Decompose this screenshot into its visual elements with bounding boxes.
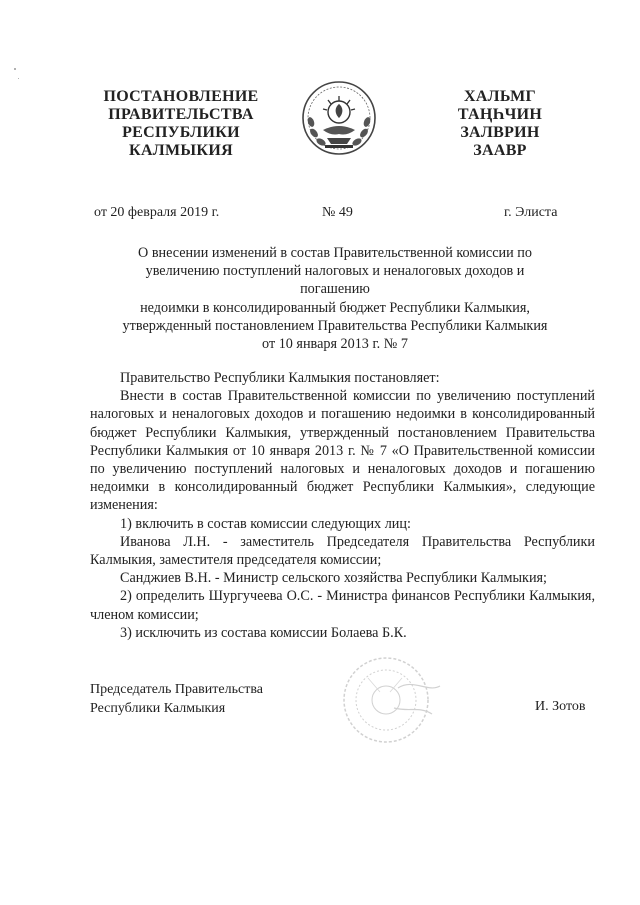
document-number: № 49	[322, 205, 353, 220]
title-line: от 10 января 2013 г. № 7	[262, 336, 408, 353]
title-line: О внесении изменений в состав Правительственной комиссии по	[138, 245, 532, 261]
header-right-line: ХАЛЬМГ	[463, 88, 537, 105]
document-body	[90, 369, 595, 642]
item-1-person-2: Санджиев В.Н. - Министр сельского хозяйства Республики Калмыкия;	[120, 570, 548, 587]
title-line: недоимки в консолидированный бюджет Республики Калмыкия,	[140, 299, 530, 316]
preamble: Правительство Республики Калмыкия постановляет:	[120, 370, 440, 386]
document-city: г. Элиста	[504, 205, 558, 220]
main-paragraph: Внести в состав Правительственной комиссии по увеличению поступлений налоговых и неналоговых доходов и погашению недоимки в консолидированный бюджет Республики Калмыкия, утвержденный постановлением Правительства Республики Калмыкия от 10 января 2013 г. № 7 «О Правительственной комиссии по увеличению поступлений налоговых и неналоговых доходов и погашению недоимки в консолидированный бюджет Республики Калмыкия», следующие изменения:	[90, 388, 595, 514]
title-line: увеличению поступлений налоговых и неналоговых доходов и погашению	[145, 263, 525, 298]
item-1-person-1: Иванова Л.Н. - заместитель Председателя Правительства Республики Калмыкия, заместителя председателя комиссии;	[90, 533, 595, 569]
signatory-name: И. Зотов	[535, 699, 586, 714]
signatory-position	[90, 681, 263, 718]
header-kalmyk-title	[440, 88, 560, 160]
header-left-line: ПОСТАНОВЛЕНИЕ	[103, 88, 259, 105]
title-line: утвержденный постановлением Правительства Республики Калмыкия	[122, 317, 548, 334]
signatory-position-line: Председатель Правительства	[90, 682, 263, 697]
document-title	[110, 244, 560, 353]
item-3: 3) исключить из состава комиссии Болаева Б.К.	[120, 624, 407, 641]
scan-speck	[18, 78, 19, 79]
header-russian-title	[96, 88, 266, 160]
item-1: 1) включить в состав комиссии следующих лиц:	[120, 515, 411, 532]
item-2: 2) определить Шургучеева О.С. - Министра финансов Республики Калмыкия, членом комиссии;	[90, 588, 595, 623]
header-right-line: ТАҢҺЧИН	[457, 106, 543, 123]
header-left-line: ПРАВИТЕЛЬСТВА	[108, 106, 254, 123]
kalmykia-coat-of-arms-icon	[299, 78, 379, 160]
document-date: от 20 февраля 2019 г.	[94, 205, 220, 220]
header-left-line: КАЛМЫКИЯ	[129, 142, 233, 159]
header-right-line: ЗАЛВРИН	[460, 124, 540, 141]
signatory-position-line: Республики Калмыкия	[90, 700, 226, 716]
scan-speck	[14, 68, 16, 70]
header-right-line: ЗААВР	[473, 142, 527, 159]
header-left-line: РЕСПУБЛИКИ	[122, 124, 240, 141]
official-stamp-icon	[328, 648, 458, 748]
